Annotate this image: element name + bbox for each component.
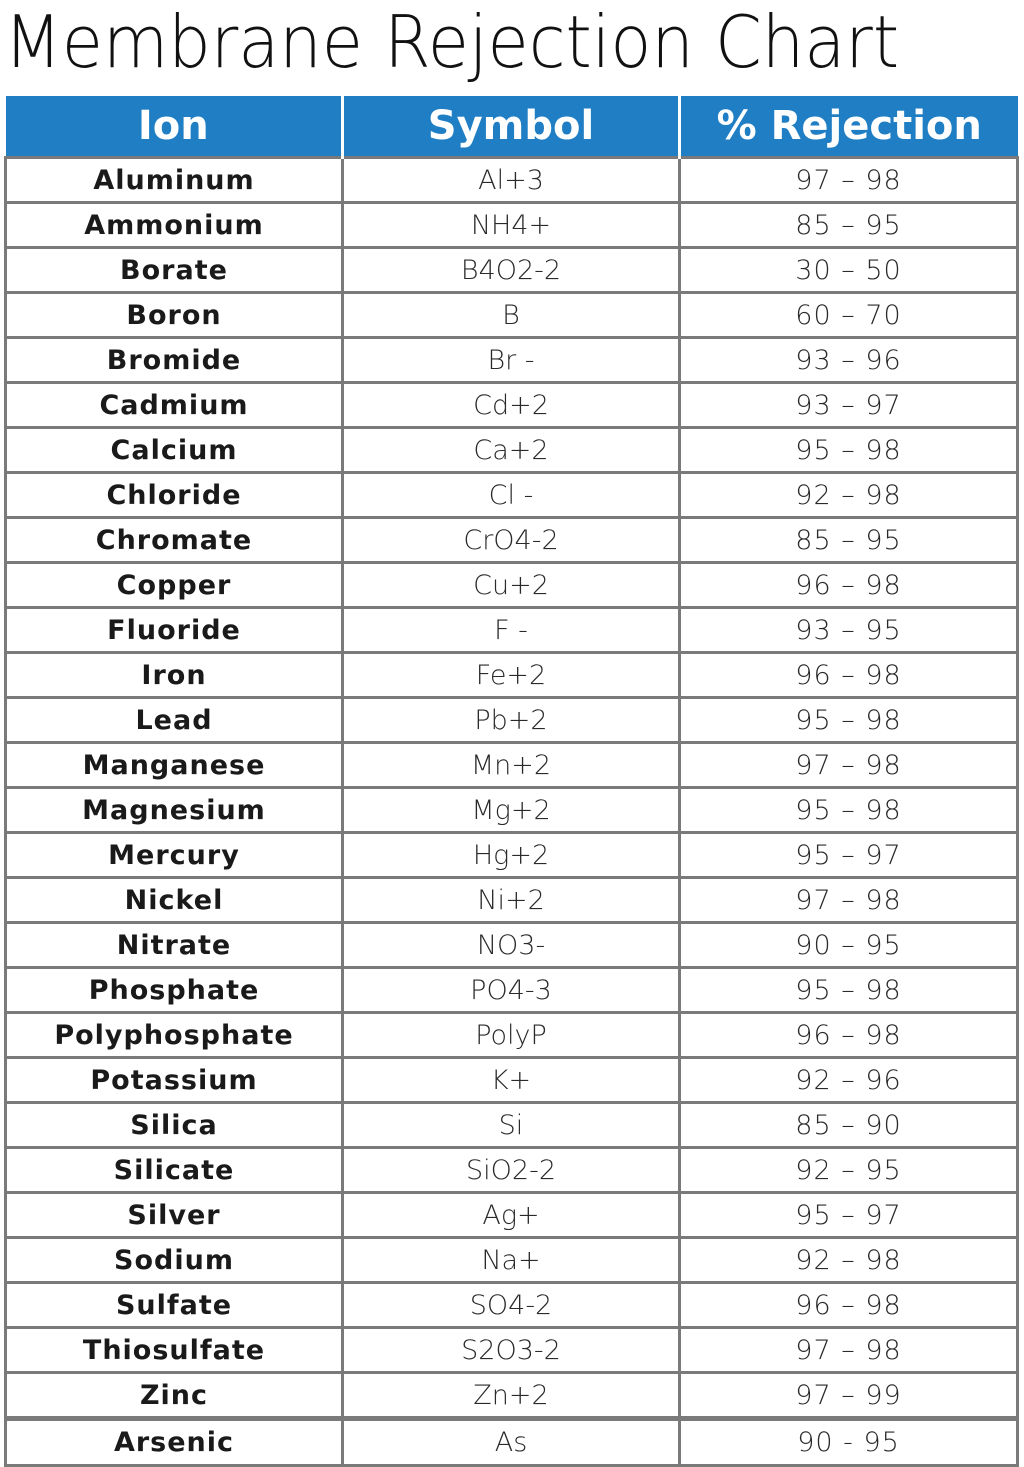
symbol-cell: B4O2-2 bbox=[343, 248, 680, 293]
rejection-cell: 97 – 99 bbox=[680, 1373, 1018, 1419]
symbol-cell: Cl - bbox=[343, 473, 680, 518]
symbol-cell: Ag+ bbox=[343, 1193, 680, 1238]
table-row bbox=[6, 338, 1018, 383]
ion-cell: Copper bbox=[6, 563, 343, 608]
rejection-cell: 85 – 90 bbox=[680, 1103, 1018, 1148]
symbol-cell: S2O3-2 bbox=[343, 1328, 680, 1373]
rejection-cell: 93 – 97 bbox=[680, 383, 1018, 428]
ion-cell: Silicate bbox=[6, 1148, 343, 1193]
table-row bbox=[6, 1283, 1018, 1328]
table-row bbox=[6, 473, 1018, 518]
rejection-cell: 96 – 98 bbox=[680, 653, 1018, 698]
table-row bbox=[6, 608, 1018, 653]
symbol-cell: Mg+2 bbox=[343, 788, 680, 833]
rejection-cell: 95 – 98 bbox=[680, 788, 1018, 833]
table-row bbox=[6, 1238, 1018, 1283]
table-row bbox=[6, 293, 1018, 338]
ion-cell: Sulfate bbox=[6, 1283, 343, 1328]
table-row bbox=[6, 923, 1018, 968]
ion-cell: Borate bbox=[6, 248, 343, 293]
symbol-cell: SO4-2 bbox=[343, 1283, 680, 1328]
symbol-cell: CrO4-2 bbox=[343, 518, 680, 563]
table-row bbox=[6, 743, 1018, 788]
table-row bbox=[6, 653, 1018, 698]
table-row bbox=[6, 1193, 1018, 1238]
rejection-table bbox=[4, 96, 1019, 1467]
rejection-cell: 97 – 98 bbox=[680, 878, 1018, 923]
table-row bbox=[6, 1419, 1018, 1466]
ion-cell: Mercury bbox=[6, 833, 343, 878]
symbol-cell: PO4-3 bbox=[343, 968, 680, 1013]
rejection-cell: 93 – 96 bbox=[680, 338, 1018, 383]
symbol-cell: Cu+2 bbox=[343, 563, 680, 608]
ion-cell: Sodium bbox=[6, 1238, 343, 1283]
table-row bbox=[6, 563, 1018, 608]
table-row bbox=[6, 1373, 1018, 1419]
symbol-cell: B bbox=[343, 293, 680, 338]
rejection-cell: 96 – 98 bbox=[680, 1283, 1018, 1328]
ion-cell: Bromide bbox=[6, 338, 343, 383]
ion-cell: Arsenic bbox=[6, 1419, 343, 1466]
ion-cell: Iron bbox=[6, 653, 343, 698]
rejection-cell: 96 – 98 bbox=[680, 1013, 1018, 1058]
rejection-cell: 97 – 98 bbox=[680, 743, 1018, 788]
ion-cell: Chromate bbox=[6, 518, 343, 563]
table-row bbox=[6, 878, 1018, 923]
symbol-cell: K+ bbox=[343, 1058, 680, 1103]
table-row bbox=[6, 428, 1018, 473]
table-row bbox=[6, 1328, 1018, 1373]
ion-cell: Lead bbox=[6, 698, 343, 743]
symbol-cell: Si bbox=[343, 1103, 680, 1148]
rejection-cell: 85 – 95 bbox=[680, 203, 1018, 248]
rejection-cell: 95 – 98 bbox=[680, 698, 1018, 743]
ion-cell: Cadmium bbox=[6, 383, 343, 428]
ion-cell: Nickel bbox=[6, 878, 343, 923]
symbol-cell: SiO2-2 bbox=[343, 1148, 680, 1193]
table-row bbox=[6, 518, 1018, 563]
symbol-cell: Ni+2 bbox=[343, 878, 680, 923]
ion-cell: Ammonium bbox=[6, 203, 343, 248]
symbol-cell: Br - bbox=[343, 338, 680, 383]
ion-cell: Zinc bbox=[6, 1373, 343, 1419]
table-row bbox=[6, 698, 1018, 743]
table-row bbox=[6, 203, 1018, 248]
ion-cell: Silica bbox=[6, 1103, 343, 1148]
symbol-cell: Mn+2 bbox=[343, 743, 680, 788]
rejection-cell: 90 – 95 bbox=[680, 923, 1018, 968]
rejection-cell: 60 – 70 bbox=[680, 293, 1018, 338]
rejection-cell: 30 – 50 bbox=[680, 248, 1018, 293]
symbol-cell: Zn+2 bbox=[343, 1373, 680, 1419]
ion-cell: Calcium bbox=[6, 428, 343, 473]
symbol-cell: Pb+2 bbox=[343, 698, 680, 743]
ion-cell: Boron bbox=[6, 293, 343, 338]
table-row bbox=[6, 968, 1018, 1013]
rejection-cell: 92 – 98 bbox=[680, 473, 1018, 518]
ion-cell: Silver bbox=[6, 1193, 343, 1238]
table-row bbox=[6, 383, 1018, 428]
table-row bbox=[6, 1148, 1018, 1193]
rejection-cell: 95 – 97 bbox=[680, 833, 1018, 878]
rejection-cell: 92 – 98 bbox=[680, 1238, 1018, 1283]
rejection-cell: 95 – 97 bbox=[680, 1193, 1018, 1238]
symbol-cell: Ca+2 bbox=[343, 428, 680, 473]
header-symbol: Symbol bbox=[343, 96, 680, 158]
ion-cell: Aluminum bbox=[6, 158, 343, 203]
symbol-cell: As bbox=[343, 1419, 680, 1466]
page-title: Membrane Rejection Chart bbox=[4, 0, 900, 84]
table-row bbox=[6, 788, 1018, 833]
header-ion: Ion bbox=[6, 96, 343, 158]
symbol-cell: NO3- bbox=[343, 923, 680, 968]
rejection-cell: 93 – 95 bbox=[680, 608, 1018, 653]
rejection-cell: 92 – 96 bbox=[680, 1058, 1018, 1103]
symbol-cell: NH4+ bbox=[343, 203, 680, 248]
ion-cell: Fluoride bbox=[6, 608, 343, 653]
ion-cell: Polyphosphate bbox=[6, 1013, 343, 1058]
table-row bbox=[6, 833, 1018, 878]
rejection-cell: 96 – 98 bbox=[680, 563, 1018, 608]
symbol-cell: F - bbox=[343, 608, 680, 653]
symbol-cell: Hg+2 bbox=[343, 833, 680, 878]
ion-cell: Thiosulfate bbox=[6, 1328, 343, 1373]
rejection-cell: 95 – 98 bbox=[680, 428, 1018, 473]
rejection-cell: 95 – 98 bbox=[680, 968, 1018, 1013]
ion-cell: Manganese bbox=[6, 743, 343, 788]
rejection-cell: 97 – 98 bbox=[680, 1328, 1018, 1373]
table-header-row bbox=[6, 96, 1018, 158]
symbol-cell: Cd+2 bbox=[343, 383, 680, 428]
rejection-cell: 90 - 95 bbox=[680, 1419, 1018, 1466]
ion-cell: Phosphate bbox=[6, 968, 343, 1013]
rejection-cell: 97 – 98 bbox=[680, 158, 1018, 203]
table-row bbox=[6, 248, 1018, 293]
ion-cell: Chloride bbox=[6, 473, 343, 518]
symbol-cell: Al+3 bbox=[343, 158, 680, 203]
table-body bbox=[6, 158, 1018, 1466]
table-row bbox=[6, 158, 1018, 203]
rejection-cell: 85 – 95 bbox=[680, 518, 1018, 563]
symbol-cell: Fe+2 bbox=[343, 653, 680, 698]
table-row bbox=[6, 1103, 1018, 1148]
symbol-cell: PolyP bbox=[343, 1013, 680, 1058]
ion-cell: Potassium bbox=[6, 1058, 343, 1103]
ion-cell: Magnesium bbox=[6, 788, 343, 833]
rejection-cell: 92 – 95 bbox=[680, 1148, 1018, 1193]
table-row bbox=[6, 1058, 1018, 1103]
symbol-cell: Na+ bbox=[343, 1238, 680, 1283]
header-rejection: % Rejection bbox=[680, 96, 1018, 158]
table-row bbox=[6, 1013, 1018, 1058]
ion-cell: Nitrate bbox=[6, 923, 343, 968]
